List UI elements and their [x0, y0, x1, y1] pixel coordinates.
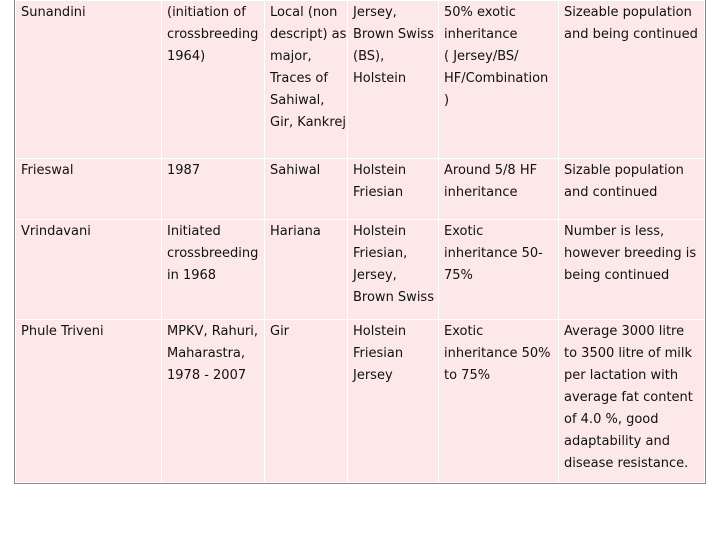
status-cell [559, 1, 705, 159]
cell-line: Brown Swiss [353, 27, 434, 42]
table-body [16, 1, 705, 483]
cell-line: in 1968 [167, 268, 217, 283]
inheritance-cell [439, 320, 559, 483]
cell-line: Jersey, [353, 5, 397, 20]
cell-line: Brown Swiss [353, 290, 434, 305]
cell-line: Holstein [353, 224, 407, 239]
exotic-cell [348, 1, 439, 159]
cell-line: Gir, Kankrej [270, 115, 346, 130]
cell-line: ) [444, 93, 450, 108]
exotic-cell [348, 220, 439, 320]
cell-line: Local (non [270, 5, 338, 20]
cell-line: Initiated [167, 224, 221, 239]
table-row [16, 1, 705, 159]
breed-cell [16, 1, 162, 159]
cell-line: Exotic [444, 224, 484, 239]
cell-line: and being continued [564, 27, 698, 42]
cell-line: Gir [270, 324, 290, 339]
cell-line: Holstein [353, 324, 407, 339]
indigenous-cell [265, 1, 348, 159]
cell-line: adaptability and [564, 434, 670, 449]
cell-line: major, [270, 49, 312, 64]
cell-line: Holstein [353, 71, 407, 86]
exotic-cell [348, 159, 439, 220]
cell-line: ( Jersey/BS/ [444, 49, 519, 64]
breed-name: Sunandini [21, 5, 86, 20]
cell-line: MPKV, Rahuri, [167, 324, 259, 339]
cell-line: Maharastra, [167, 346, 246, 361]
cell-line: to 3500 litre of milk [564, 346, 692, 361]
indigenous-cell [265, 220, 348, 320]
cell-line: crossbreeding [167, 27, 259, 42]
year-cell [162, 159, 265, 220]
cell-line: 1987 [167, 163, 201, 178]
cell-line: disease resistance. [564, 456, 689, 471]
cell-line: (BS), [353, 49, 385, 64]
cell-line: Sizeable population [564, 5, 692, 20]
cell-line: Around 5/8 HF [444, 163, 538, 178]
indigenous-cell [265, 159, 348, 220]
inheritance-cell [439, 1, 559, 159]
cell-line: being continued [564, 268, 670, 283]
cell-line: average fat content [564, 390, 693, 405]
cell-line: 1978 - 2007 [167, 368, 247, 383]
breed-name: Phule Triveni [21, 324, 104, 339]
cell-line: 1964) [167, 49, 206, 64]
exotic-cell [348, 320, 439, 483]
cell-line: Friesian [353, 346, 404, 361]
cell-line: Traces of [270, 71, 328, 86]
crossbreed-table [15, 0, 705, 483]
status-cell [559, 220, 705, 320]
cell-line: inheritance [444, 27, 518, 42]
year-cell [162, 1, 265, 159]
cell-line: Sahiwal [270, 163, 321, 178]
cell-line: inheritance [444, 185, 518, 200]
cell-line: of 4.0 %, good [564, 412, 659, 427]
table-row [16, 320, 705, 483]
cell-line: Jersey [353, 368, 393, 383]
cell-line: Hariana [270, 224, 321, 239]
indigenous-cell [265, 320, 348, 483]
inheritance-cell [439, 220, 559, 320]
cell-line: Friesian [353, 185, 404, 200]
cell-line: Holstein [353, 163, 407, 178]
breed-name: Vrindavani [21, 224, 91, 239]
cell-line: crossbreeding [167, 246, 259, 261]
year-cell [162, 320, 265, 483]
cell-line: Average 3000 litre [564, 324, 685, 339]
cell-line: Sizable population [564, 163, 684, 178]
cell-line: descript) as [270, 27, 347, 42]
cell-line: and continued [564, 185, 658, 200]
table-row [16, 220, 705, 320]
year-cell [162, 220, 265, 320]
cell-line: Jersey, [353, 268, 397, 283]
cell-line: Number is less, [564, 224, 665, 239]
table-row [16, 159, 705, 220]
inheritance-cell [439, 159, 559, 220]
cell-line: 75% [444, 268, 473, 283]
cell-line: (initiation of [167, 5, 246, 20]
breed-name: Frieswal [21, 163, 74, 178]
cell-line: to 75% [444, 368, 491, 383]
cell-line: 50% exotic [444, 5, 516, 20]
cell-line: inheritance 50% [444, 346, 551, 361]
cell-line: Friesian, [353, 246, 408, 261]
status-cell [559, 320, 705, 483]
cell-line: Sahiwal, [270, 93, 325, 108]
cell-line: per lactation with [564, 368, 679, 383]
breed-cell [16, 220, 162, 320]
breed-cell [16, 159, 162, 220]
cell-line: inheritance 50- [444, 246, 543, 261]
breed-cell [16, 320, 162, 483]
cell-line: however breeding is [564, 246, 697, 261]
status-cell [559, 159, 705, 220]
cell-line: HF/Combination [444, 71, 549, 86]
cell-line: Exotic [444, 324, 484, 339]
